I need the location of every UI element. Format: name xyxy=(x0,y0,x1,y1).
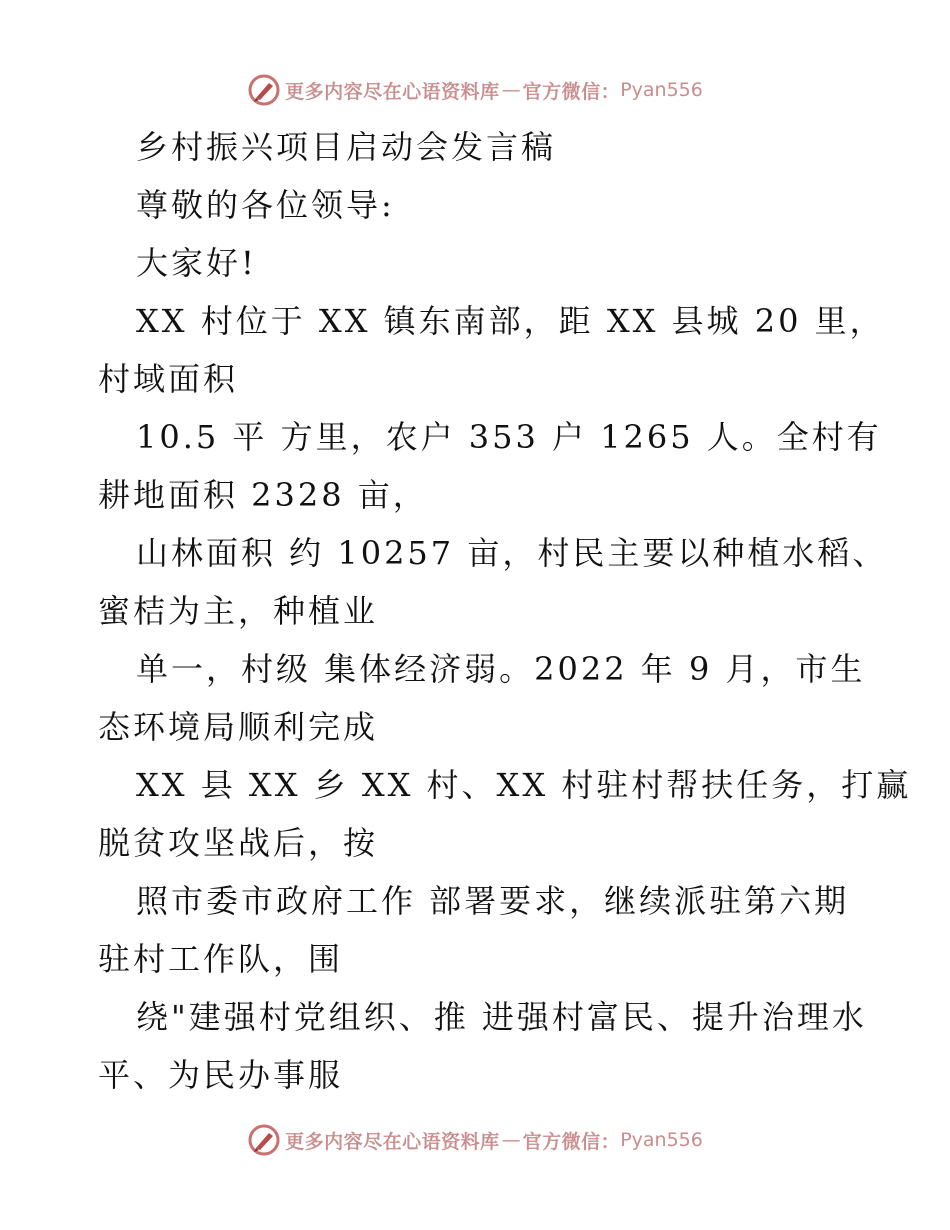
watermark-id: Pyan556 xyxy=(620,79,703,101)
watermark-header xyxy=(0,70,950,110)
salutation: 尊敬的各位领导: xyxy=(136,186,395,224)
watermark-official: 官方微信： xyxy=(522,80,621,103)
document-body xyxy=(98,118,912,1104)
text-line: 照市委市政府工作 部署要求，继续派驻第六期 xyxy=(136,882,850,920)
watermark-text: 更多内容尽在心语资料库 xyxy=(285,1130,500,1153)
watermark-footer xyxy=(0,1120,950,1160)
text-line: 绕"建强村党组织、推 进强村富民、提升治理水 xyxy=(136,998,867,1036)
document-title: 乡村振兴项目启动会发言稿 xyxy=(136,128,557,166)
watermark-dash: — xyxy=(501,1129,521,1151)
text-line: 驻村工作队，围 xyxy=(98,940,344,978)
pen-logo-icon xyxy=(247,1123,281,1157)
watermark-official: 官方微信： xyxy=(522,1130,621,1153)
text-line: 山林面积 约 10257 亩，村民主要以种植水稻、 xyxy=(136,534,888,572)
pen-logo-icon xyxy=(247,73,281,107)
watermark-id: Pyan556 xyxy=(620,1129,703,1151)
text-line: 态环境局顺利完成 xyxy=(98,708,379,746)
text-line: 平、为民办事服 xyxy=(98,1056,344,1094)
watermark-text: 更多内容尽在心语资料库 xyxy=(285,80,500,103)
text-line: XX 村位于 XX 镇东南部，距 XX 县城 20 里， xyxy=(136,302,885,340)
text-line: 单一，村级 集体经济弱。2022 年 9 月，市生 xyxy=(136,650,866,688)
text-line: 10.5 平 方里，农户 353 户 1265 人。全村有 xyxy=(136,418,882,456)
watermark-dash: — xyxy=(501,79,521,101)
text-line: 耕地面积 2328 亩， xyxy=(98,476,428,514)
text-line: 蜜桔为主，种植业 xyxy=(98,592,379,630)
greeting: 大家好! xyxy=(136,244,257,282)
text-line: 村域面积 xyxy=(98,360,239,398)
text-line: XX 县 XX 乡 XX 村、XX 村驻村帮扶任务，打赢 xyxy=(136,766,912,804)
text-line: 脱贫攻坚战后，按 xyxy=(98,824,379,862)
